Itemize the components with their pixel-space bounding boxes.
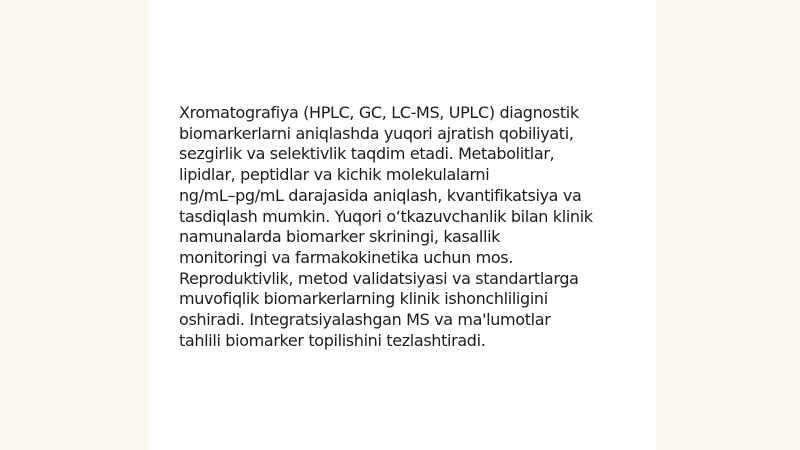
document-page	[148, 0, 656, 450]
body-paragraph: Xromatografiya (HPLC, GC, LC-MS, UPLC) diagnostik biomarkerlarni aniqlashda yuqori ajratish qobiliyati, sezgirlik va selektivlik taqdim etadi. Metabolitlar, lipidlar, peptidlar va kichik molekulalarni ng/mL–pg/mL darajasida aniqlash, kvantifikatsiya va tasdiqlash mumkin. Yuqori o‘tkazuvchanlik bilan klinik namunalarda biomarker skriningi, kasallik monitoringi va farmakokinetika uchun mos. Reproduktivlik, metod validatsiyasi va standartlarga muvofiqlik biomarkerlarning klinik ishonchliligini oshiradi. Integratsiyalashgan MS va ma'lumotlar tahlili biomarker topilishini tezlashtiradi.	[179, 103, 593, 350]
